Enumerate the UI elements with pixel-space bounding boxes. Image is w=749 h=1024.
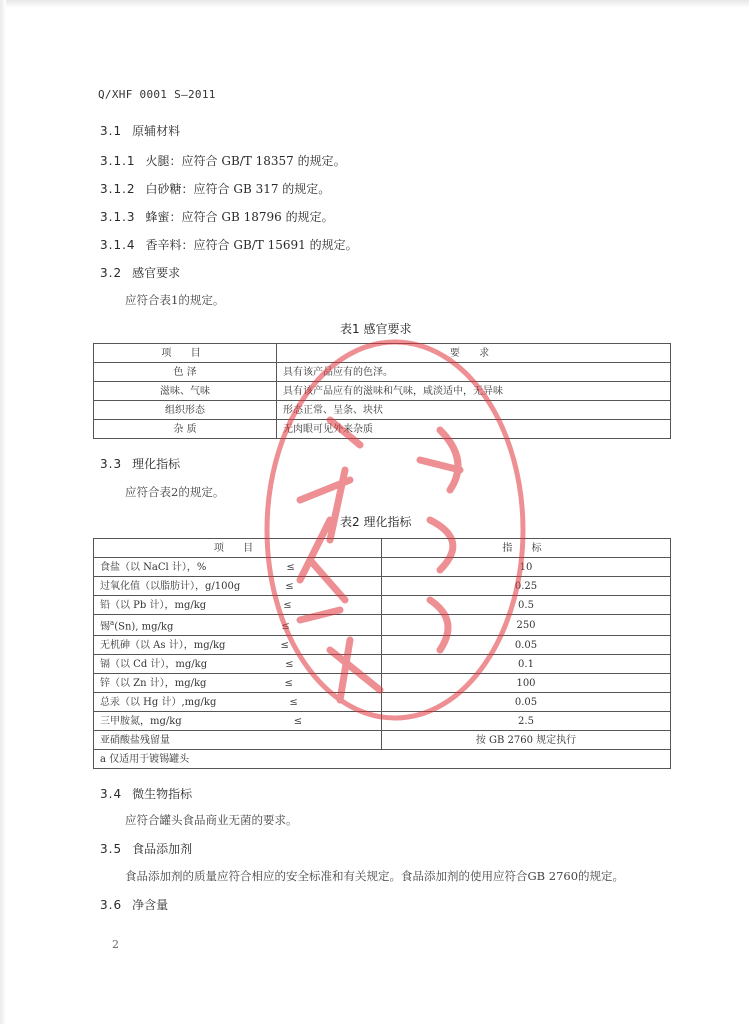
table-cell: 无肉眼可见外来杂质 (277, 420, 671, 439)
section-3-3: 3.3 理化指标 (100, 457, 181, 471)
table-row (94, 712, 671, 731)
table-cell: 滋味、气味 (94, 382, 277, 401)
table-cell: 色 泽 (94, 363, 277, 382)
scan-edge-top (0, 0, 749, 8)
table-cell: 过氧化值（以脂肪计），g/100g ≤ (94, 577, 382, 596)
table-header-cell: 项 目 (94, 344, 277, 363)
table-cell: 10 (382, 558, 671, 577)
table-header-row (94, 344, 671, 363)
table-cell: 组织形态 (94, 401, 277, 420)
table-row (94, 731, 671, 750)
table-row (94, 558, 671, 577)
table-cell: 具有该产品应有的色泽。 (277, 363, 671, 382)
table-cell: 100 (382, 674, 671, 693)
table2-caption: 表2 理化指标 (340, 515, 412, 529)
table-cell: 0.05 (382, 693, 671, 712)
table-row (94, 382, 671, 401)
table-cell: 0.1 (382, 655, 671, 674)
section-3-2-paragraph: 应符合表1的规定。 (125, 293, 225, 307)
table-cell: 0.25 (382, 577, 671, 596)
table-row (94, 363, 671, 382)
table-row (94, 655, 671, 674)
table-row (94, 693, 671, 712)
table-cell: 具有该产品应有的滋味和气味，咸淡适中，无异味 (277, 382, 671, 401)
table-row (94, 615, 671, 636)
table-row (94, 420, 671, 439)
table-cell: 铅（以 Pb 计），mg/kg ≤ (94, 596, 382, 615)
table-cell: 食盐（以 NaCl 计），% ≤ (94, 558, 382, 577)
section-3-2: 3.2 感官要求 (100, 266, 181, 280)
table1-caption: 表1 感官要求 (340, 322, 412, 336)
section-3-3-paragraph: 应符合表2的规定。 (125, 485, 225, 499)
section-3-1-3: 3.1.3 蜂蜜：应符合 GB 18796 的规定。 (100, 210, 334, 224)
table-cell: 锌（以 Zn 计），mg/kg ≤ (94, 674, 382, 693)
section-3-4-paragraph: 应符合罐头食品商业无菌的要求。 (125, 813, 298, 827)
section-3-1-1: 3.1.1 火腿：应符合 GB/T 18357 的规定。 (100, 154, 346, 168)
page-number: 2 (112, 938, 119, 951)
table-cell: 0.5 (382, 596, 671, 615)
section-3-6: 3.6 净含量 (100, 898, 169, 912)
table-cell: 按 GB 2760 规定执行 (382, 731, 671, 750)
table-header-cell: 指 标 (382, 539, 671, 558)
table1-sensory (93, 343, 671, 439)
document-code: Q/XHF 0001 S—2011 (98, 88, 216, 101)
table-cell: 250 (382, 615, 671, 636)
table-cell: 锡$^a$(Sn), mg/kg ≤ (94, 615, 382, 636)
scan-edge-left (0, 0, 6, 1024)
table-row (94, 636, 671, 655)
table-cell: 0.05 (382, 636, 671, 655)
table-cell: 杂 质 (94, 420, 277, 439)
table-cell: 三甲胺氮，mg/kg ≤ (94, 712, 382, 731)
table-cell: 无机砷（以 As 计），mg/kg ≤ (94, 636, 382, 655)
table-cell: 亚硝酸盐残留量 (94, 731, 382, 750)
table-row (94, 596, 671, 615)
table-header-cell: 要 求 (277, 344, 671, 363)
section-3-1: 3.1 原辅材料 (100, 124, 181, 138)
table-cell: 总汞（以 Hg 计）,mg/kg ≤ (94, 693, 382, 712)
section-3-5: 3.5 食品添加剂 (100, 842, 193, 856)
section-3-1-4: 3.1.4 香辛料：应符合 GB/T 15691 的规定。 (100, 238, 358, 252)
table-footnote: a 仅适用于镀锡罐头 (94, 750, 671, 769)
table-cell: 形态正常、呈条、块状 (277, 401, 671, 420)
table-row (94, 401, 671, 420)
table-footnote-row (94, 750, 671, 769)
table-cell: 2.5 (382, 712, 671, 731)
section-3-1-2: 3.1.2 白砂糖：应符合 GB 317 的规定。 (100, 182, 331, 196)
table-header-cell: 项 目 (94, 539, 382, 558)
table-row (94, 577, 671, 596)
table-row (94, 674, 671, 693)
table2-physicochemical (93, 538, 671, 769)
table-header-row (94, 539, 671, 558)
section-3-4: 3.4 微生物指标 (100, 787, 193, 801)
section-3-5-paragraph: 食品添加剂的质量应符合相应的安全标准和有关规定。食品添加剂的使用应符合GB 2760的规定。 (125, 869, 625, 883)
table-cell: 镉（以 Cd 计），mg/kg ≤ (94, 655, 382, 674)
